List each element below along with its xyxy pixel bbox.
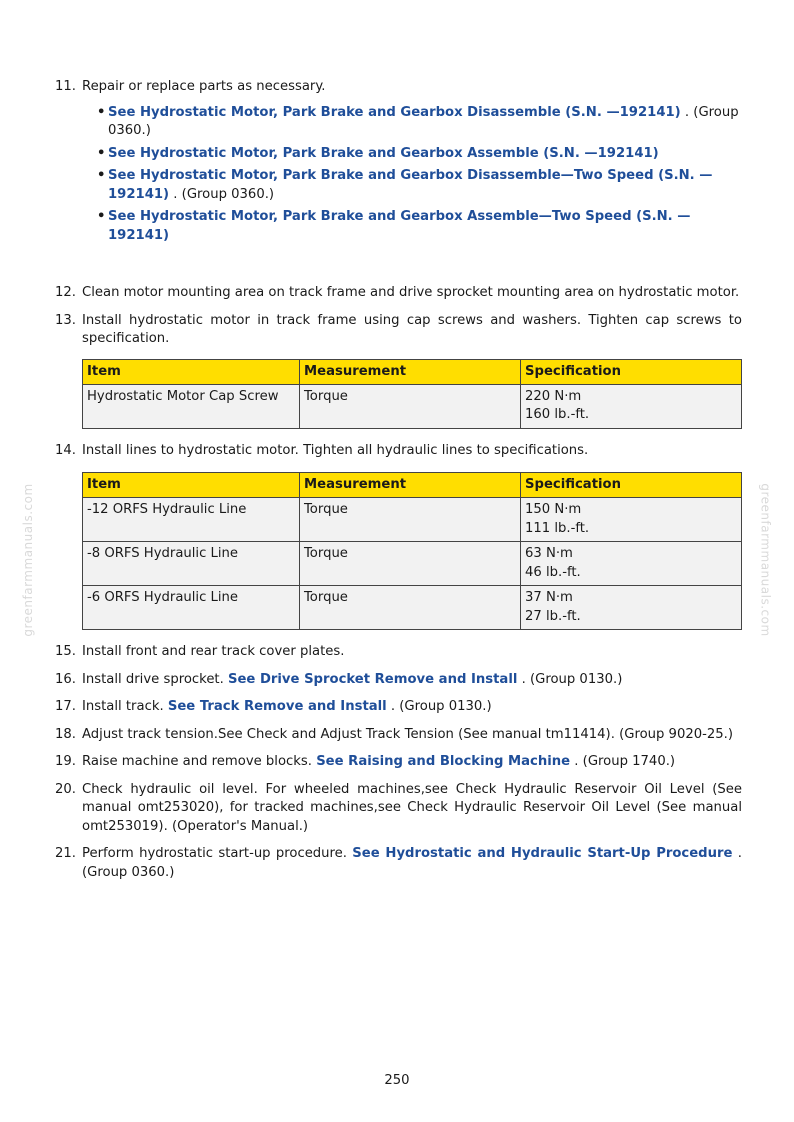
- table-header-row: [83, 359, 742, 384]
- step-suffix: . (Group 1740.): [570, 754, 676, 769]
- step-15: [55, 643, 742, 662]
- step-14: [55, 442, 742, 461]
- step-suffix: . (Group 0130.): [517, 671, 623, 687]
- step-21: [55, 845, 742, 882]
- step-text: Perform hydrostatic start-up procedure.: [82, 846, 353, 861]
- step-number: 13.: [55, 312, 76, 328]
- header-measurement: Measurement: [300, 359, 521, 384]
- spec-metric: 150 N·m: [525, 502, 582, 517]
- cap-screw-torque-table: [82, 359, 742, 429]
- spec-imperial: 160 lb.-ft.: [525, 407, 590, 422]
- header-measurement: Measurement: [300, 473, 521, 498]
- step-16: [55, 671, 742, 690]
- step-text: Clean motor mounting area on track frame and drive sprocket mounting area on hydrostatic motor.: [82, 285, 740, 300]
- cell-item: -6 ORFS Hydraulic Line: [83, 586, 300, 630]
- hydraulic-line-torque-table: [82, 472, 742, 630]
- reference-list: [82, 104, 742, 246]
- cell-item: -8 ORFS Hydraulic Line: [83, 542, 300, 586]
- link-track-remove-install[interactable]: See Track Remove and Install: [167, 699, 387, 714]
- reference-suffix: . (Group 0360.): [169, 186, 275, 202]
- spec-imperial: 27 lb.-ft.: [525, 608, 581, 624]
- table-row: [83, 498, 742, 542]
- step-number: 16.: [55, 671, 76, 687]
- step-text: Install lines to hydrostatic motor. Tighten all hydraulic lines to specifications.: [82, 442, 589, 458]
- link-motor-assemble[interactable]: See Hydrostatic Motor, Park Brake and Gearbox Assemble (S.N. —192141): [108, 145, 659, 161]
- table-row: [83, 586, 742, 630]
- cell-item: -12 ORFS Hydraulic Line: [83, 498, 300, 542]
- procedure-content: [55, 78, 742, 891]
- spec-imperial: 111 lb.-ft.: [525, 520, 590, 536]
- step-number: 21.: [55, 846, 76, 861]
- step-19: [55, 753, 742, 772]
- reference-item: [100, 208, 742, 245]
- step-text: Install hydrostatic motor in track frame using cap screws and washers. Tighten cap screws to specification.: [82, 312, 742, 346]
- spec-metric: 63 N·m: [525, 546, 573, 561]
- step-17: [55, 698, 742, 717]
- step-13: [55, 312, 742, 349]
- link-motor-disassemble-two-speed[interactable]: See Hydrostatic Motor, Park Brake and Gearbox Disassemble—Two Speed (S.N. —192141): [108, 168, 713, 202]
- header-specification: Specification: [521, 473, 742, 498]
- section-gap: [55, 258, 742, 284]
- step-suffix: . (Group 0130.): [386, 699, 492, 714]
- step-text: Adjust track tension.See Check and Adjust Track Tension (See manual tm11414). (Group 9020-25.): [82, 726, 733, 742]
- step-number: 12.: [55, 285, 76, 300]
- step-number: 15.: [55, 644, 76, 659]
- step-suffix: . (Group 0360.): [82, 846, 742, 880]
- header-specification: Specification: [521, 359, 742, 384]
- link-motor-disassemble[interactable]: See Hydrostatic Motor, Park Brake and Gearbox Disassemble (S.N. —192141): [108, 104, 681, 120]
- reference-item: [100, 104, 742, 141]
- step-number: 18.: [55, 726, 76, 742]
- watermark-left: greenfarmmanuals.com: [20, 483, 35, 637]
- cell-specification: [521, 384, 742, 428]
- link-hydrostatic-startup[interactable]: See Hydrostatic and Hydraulic Start-Up Procedure: [352, 846, 733, 861]
- reference-item: [100, 145, 742, 164]
- reference-suffix: . (Group 0360.): [108, 104, 739, 138]
- cell-specification: [521, 542, 742, 586]
- step-text: Raise machine and remove blocks.: [82, 754, 317, 769]
- link-raising-blocking[interactable]: See Raising and Blocking Machine: [316, 754, 571, 769]
- step-text: Repair or replace parts as necessary.: [82, 79, 326, 94]
- step-number: 19.: [55, 754, 76, 769]
- step-number: 17.: [55, 699, 76, 714]
- cell-measurement: Torque: [300, 498, 521, 542]
- step-11: [55, 78, 742, 249]
- step-number: 20.: [55, 781, 76, 797]
- step-18: [55, 726, 742, 745]
- header-item: Item: [83, 359, 300, 384]
- cell-specification: [521, 586, 742, 630]
- table-row: [83, 384, 742, 428]
- cell-measurement: Torque: [300, 384, 521, 428]
- step-text: Install drive sprocket.: [82, 671, 228, 687]
- header-item: Item: [83, 473, 300, 498]
- cell-specification: [521, 498, 742, 542]
- table-row: [83, 542, 742, 586]
- spec-imperial: 46 lb.-ft.: [525, 564, 581, 580]
- step-text: Install track.: [82, 699, 168, 714]
- step-number: 14.: [55, 442, 76, 458]
- link-motor-assemble-two-speed[interactable]: See Hydrostatic Motor, Park Brake and Gearbox Assemble—Two Speed (S.N. —192141): [108, 209, 691, 243]
- step-20: [55, 781, 742, 837]
- cell-measurement: Torque: [300, 586, 521, 630]
- spec-metric: 37 N·m: [525, 590, 573, 605]
- cell-item: Hydrostatic Motor Cap Screw: [83, 384, 300, 428]
- link-drive-sprocket[interactable]: See Drive Sprocket Remove and Install: [227, 671, 518, 687]
- step-text: Check hydraulic oil level. For wheeled machines,see Check Hydraulic Reservoir Oil Level (See manual omt253020), for tracked machines,see Check Hydraulic Reservoir Oil Level (See manual omt253019). (Operator's Manual.): [82, 781, 742, 834]
- step-12: [55, 284, 742, 303]
- spec-metric: 220 N·m: [525, 388, 582, 404]
- table-header-row: [83, 473, 742, 498]
- reference-item: [100, 167, 742, 204]
- cell-measurement: Torque: [300, 542, 521, 586]
- step-text: Install front and rear track cover plates.: [82, 644, 345, 659]
- page-number: 250: [384, 1073, 410, 1088]
- step-number: 11.: [55, 79, 76, 94]
- watermark-right: greenfarmmanuals.com: [758, 483, 773, 637]
